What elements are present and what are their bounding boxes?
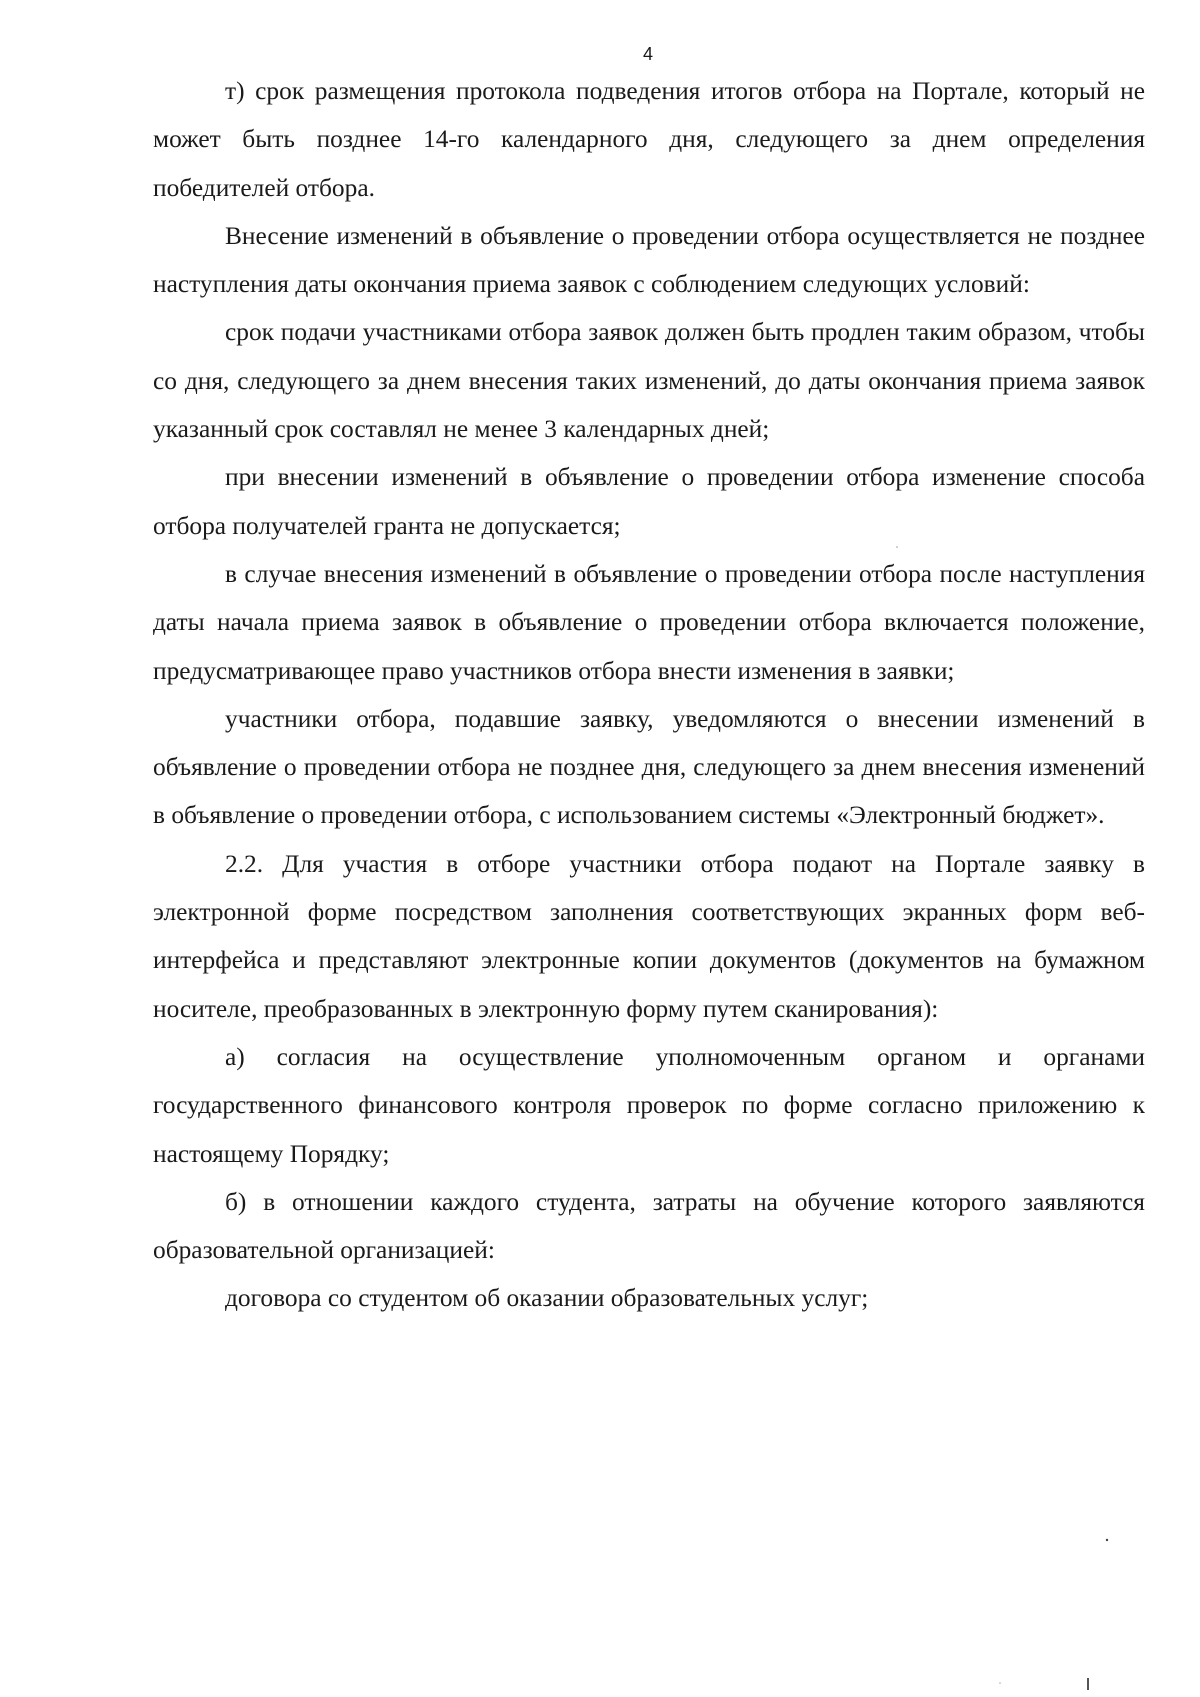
paragraph-announcement-changes: Внесение изменений в объявление о проведении отбора осуществляется не позднее наступления даты окончания приема заявок с соблюдением следующих условий: [153,221,1145,299]
paragraph-student-contract: договора со студентом об оказании образовательных услуг; [225,1284,869,1313]
paragraph-item-b-students: б) в отношении каждого студента, затраты на обучение которого заявляются образовательной организацией: [153,1187,1145,1265]
paragraph-submission-extension: срок подачи участниками отбора заявок должен быть продлен таким образом, чтобы со дня, следующего за днем внесения таких изменений, до даты окончания приема заявок указанный срок составлял не менее 3 календарных дней; [153,318,1145,444]
paragraph-changes-after-start: в случае внесения изменений в объявление о проведении отбора после наступления даты начала приема заявок в объявление о проведении отбора включается положение, предусматривающее право участников отбора внести изменения в заявки; [153,559,1145,685]
paragraph-section-2-2: 2.2. Для участия в отборе участники отбора подают на Портале заявку в электронной форме посредством заполнения соответствующих экранных форм веб-интерфейса и представляют электронные копии документов (документов на бумажном носителе, преобразованных в электронную форму путем сканирования): [153,849,1145,1023]
document-body [153,67,1145,1323]
page-number: 4 [642,44,653,64]
paragraph-selection-method: при внесении изменений в объявление о проведении отбора изменение способа отбора получателей гранта не допускается; [153,463,1145,540]
paragraph-item-t-protocol-deadline: т) срок размещения протокола подведения итогов отбора на Портале, который не может быть позднее 14-го календарного дня, следующего за днем определения победителей отбора. [153,77,1145,202]
paragraph-item-a-consent: а) согласия на осуществление уполномоченным органом и органами государственного финансового контроля проверок по форме согласно приложению к настоящему Порядку; [153,1042,1145,1168]
paragraph-participant-notification: участники отбора, подавшие заявку, уведомляются о внесении изменений в объявление о проведении отбора не позднее дня, следующего за днем внесения изменений в объявление о проведении отбора, с использованием системы «Электронный бюджет». [153,704,1145,830]
